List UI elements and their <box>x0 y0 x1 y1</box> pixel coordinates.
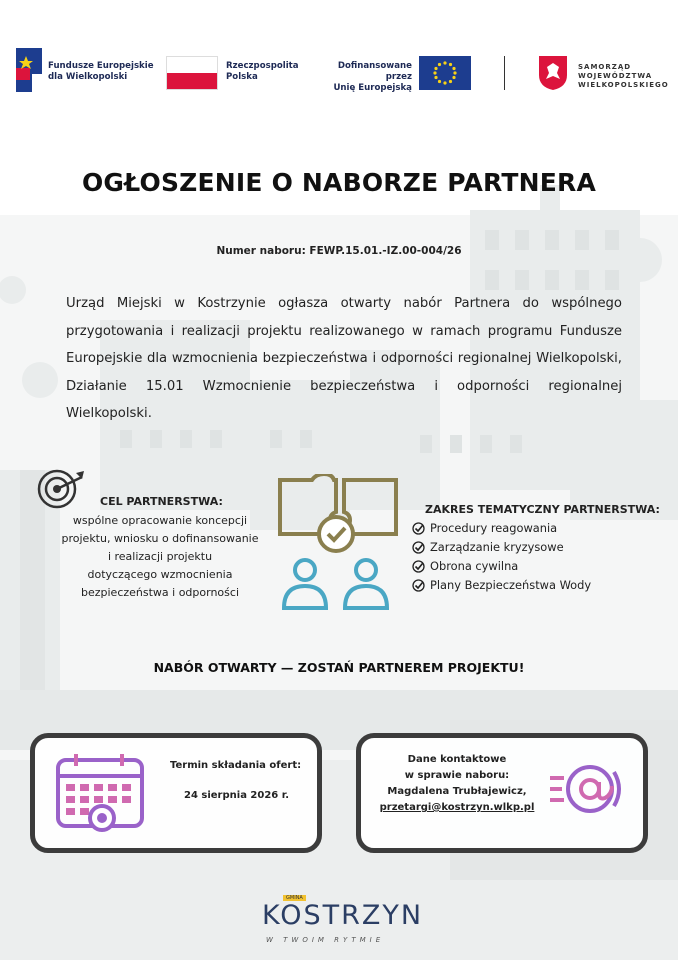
page-title: OGŁOSZENIE O NABORZE PARTNERA <box>81 168 597 197</box>
target-icon <box>36 467 86 511</box>
termin-date: 24 sierpnia 2026 r. <box>184 790 290 801</box>
list-item: Zarządzanie kryzysowe <box>412 538 591 557</box>
rp-logo-text: Rzeczpospolita Polska <box>226 61 299 82</box>
checkmark-icon <box>412 579 425 592</box>
kostrzyn-logo: KOSTRZYN <box>262 900 424 931</box>
nabor-number: Numer naboru: FEWP.15.01.-IZ.00-004/26 <box>216 245 462 257</box>
checkmark-icon <box>412 560 425 573</box>
termin-label: Termin składania ofert: <box>170 760 302 771</box>
list-item: Procedury reagowania <box>412 519 591 538</box>
gmina-badge: GMINA <box>283 895 306 901</box>
zakres-list <box>412 519 591 595</box>
samorzad-logo-text: SAMORZĄD WOJEWÓDZTWA WIELKOPOLSKIEGO <box>578 63 669 89</box>
kostrzyn-tagline: W TWOIM RYTMIE <box>266 936 385 944</box>
cel-heading: CEL PARTNERSTWA: <box>100 495 223 508</box>
partnership-puzzle-icon <box>272 474 408 614</box>
cel-description: wspólne opracowanie koncepcji projektu, wniosku o dofinansowanie i realizacji projektu dotyczącego wzmocnienia bezpieczeństwa i odporności <box>61 514 259 599</box>
polish-flag-icon <box>166 56 218 90</box>
ue-logo-text: Dofinansowane przez Unię Europejską <box>333 61 412 93</box>
checkmark-icon <box>412 541 425 554</box>
contact-info: Dane kontaktowe w sprawie naboru: Magdalena Trubłajewicz, przetargi@kostrzyn.wlkp.pl <box>372 752 542 816</box>
coat-of-arms-icon <box>538 55 568 91</box>
call-to-action: NABÓR OTWARTY — ZOSTAŃ PARTNEREM PROJEKTU! <box>153 660 525 675</box>
email-link[interactable]: przetargi@kostrzyn.wlkp.pl <box>379 802 535 813</box>
intro-paragraph: Urząd Miejski w Kostrzynie ogłasza otwarty nabór Partnera do wspólnego przygotowania i realizacji projektu realizowanego w ramach programu Fundusze Europejskie dla wzmocnienia bezpieczeństwa i odporności regionalnej Wielkopolski, Działanie 15.01 Wzmocnienie bezpieczeństwa i odporności regionalnej Wielkopolski. <box>66 296 622 421</box>
calendar-icon <box>52 752 152 836</box>
checkmark-icon <box>412 522 425 535</box>
header-divider <box>504 56 505 90</box>
eu-flag-icon <box>419 56 471 90</box>
email-at-icon <box>548 760 624 818</box>
zakres-heading: ZAKRES TEMATYCZNY PARTNERSTWA: <box>425 503 660 516</box>
list-item: Plany Bezpieczeństwa Wody <box>412 576 591 595</box>
fe-logo-text: Fundusze Europejskie dla Wielkopolski <box>48 61 154 82</box>
list-item: Obrona cywilna <box>412 557 591 576</box>
logo-fundusze-europejskie <box>16 48 42 96</box>
fe-logo-icon <box>16 48 42 92</box>
